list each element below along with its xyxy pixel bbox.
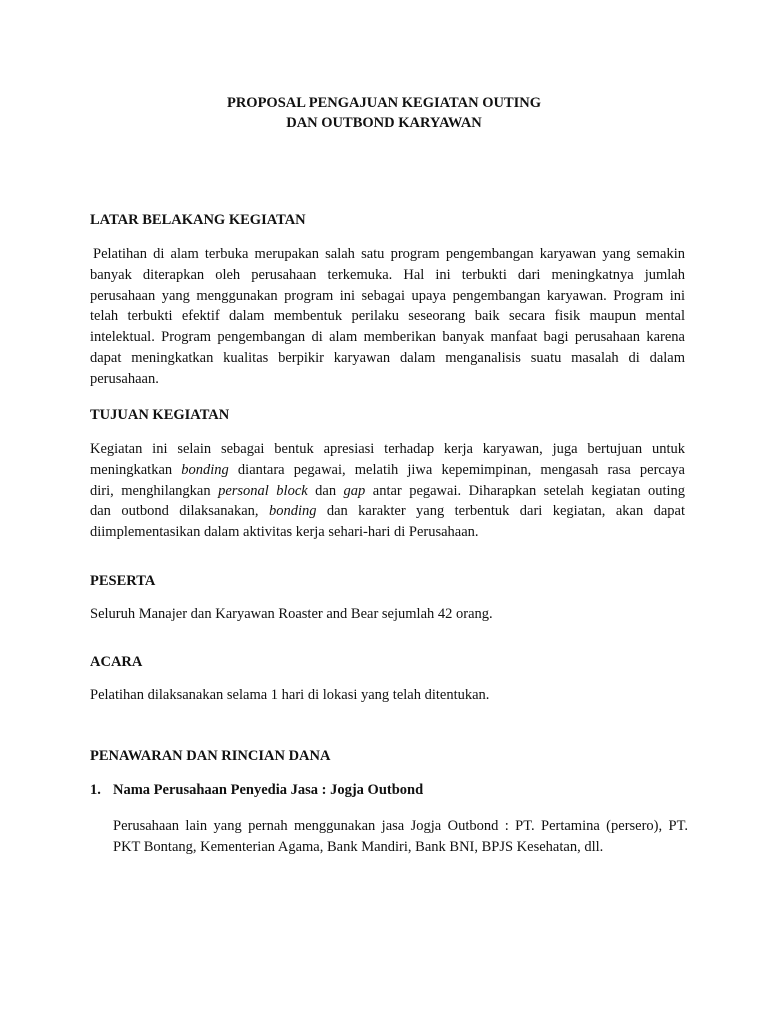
tujuan-text: meningkatkan <box>90 461 182 478</box>
tujuan-text: dan outbond dilaksanakan, <box>90 503 269 520</box>
title-line-2: DAN OUTBOND KARYAWAN <box>286 115 482 131</box>
tujuan-text: dan <box>307 482 344 499</box>
list-item-title: Nama Perusahaan Penyedia Jasa : Jogja Outbond <box>113 782 424 798</box>
paragraph-tujuan <box>90 439 685 543</box>
tujuan-line-2 <box>90 460 685 481</box>
list-item-number: 1. <box>90 782 101 798</box>
heading-latar-belakang: LATAR BELAKANG KEGIATAN <box>90 212 306 228</box>
term-personal-block: personal block <box>218 482 308 499</box>
document-title <box>0 93 768 133</box>
heading-peserta: PESERTA <box>90 573 156 589</box>
paragraph-peserta: Seluruh Manajer dan Karyawan Roaster and Bear sejumlah 42 orang. <box>90 606 493 622</box>
list-item-1-body <box>113 816 688 858</box>
latar-line-6: dapat meningkatkan kualitas berpikir karyawan dalam menganalisis suatu masalah di dalam <box>90 349 685 366</box>
latar-line-7: perusahaan. <box>90 370 159 387</box>
latar-line-3: perusahaan yang menggunakan program ini sebagai upaya pengembangan karyawan. Program ini <box>90 287 685 304</box>
paragraph-acara: Pelatihan dilaksanakan selama 1 hari di lokasi yang telah ditentukan. <box>90 687 490 703</box>
latar-line-5: intelektual. Program pengembangan di alam memberikan banyak manfaat bagi perusahaan karena <box>90 329 685 346</box>
tujuan-line-1: Kegiatan ini selain sebagai bentuk apresiasi terhadap kerja karyawan, juga bertujuan untuk <box>90 441 685 457</box>
tujuan-text: antar pegawai. Diharapkan setelah kegiatan outing <box>365 482 686 499</box>
latar-line-4: telah terbukti efektif dalam membentuk perilaku seseorang baik secara fisik maupun mental <box>90 308 685 325</box>
heading-acara: ACARA <box>90 654 143 670</box>
term-bonding: bonding <box>181 461 229 478</box>
latar-line-1: Pelatihan di alam terbuka merupakan salah satu program pengembangan karyawan yang semakin <box>93 246 685 262</box>
term-gap: gap <box>343 482 366 499</box>
tujuan-text: diantara pegawai, melatih jiwa kepemimpinan, mengasah rasa percaya <box>228 461 685 478</box>
item1-line-1: Perusahaan lain yang pernah menggunakan jasa Jogja Outbond : PT. Pertamina (persero), PT. <box>113 818 688 834</box>
tujuan-line-5: diimplementasikan dalam aktivitas kerja sehari-hari di Perusahaan. <box>90 524 479 541</box>
paragraph-latar-belakang <box>90 244 685 390</box>
heading-tujuan: TUJUAN KEGIATAN <box>90 407 230 423</box>
term-bonding: bonding <box>268 503 317 520</box>
tujuan-text: diri, menghilangkan <box>90 482 219 499</box>
tujuan-line-4 <box>90 501 685 522</box>
latar-line-2: banyak diterapkan oleh perusahaan terkemuka. Hal ini terbukti dari meningkatnya jumlah <box>90 266 685 283</box>
list-item-1-title <box>90 780 423 800</box>
title-line-1: PROPOSAL PENGAJUAN KEGIATAN OUTING <box>226 95 542 111</box>
tujuan-text: dan karakter yang terbentuk dari kegiatan, akan dapat <box>316 503 685 520</box>
tujuan-line-3 <box>90 481 685 502</box>
item1-line-2: PKT Bontang, Kementerian Agama, Bank Mandiri, Bank BNI, BPJS Kesehatan, dll. <box>113 838 604 855</box>
heading-penawaran: PENAWARAN DAN RINCIAN DANA <box>90 748 331 764</box>
